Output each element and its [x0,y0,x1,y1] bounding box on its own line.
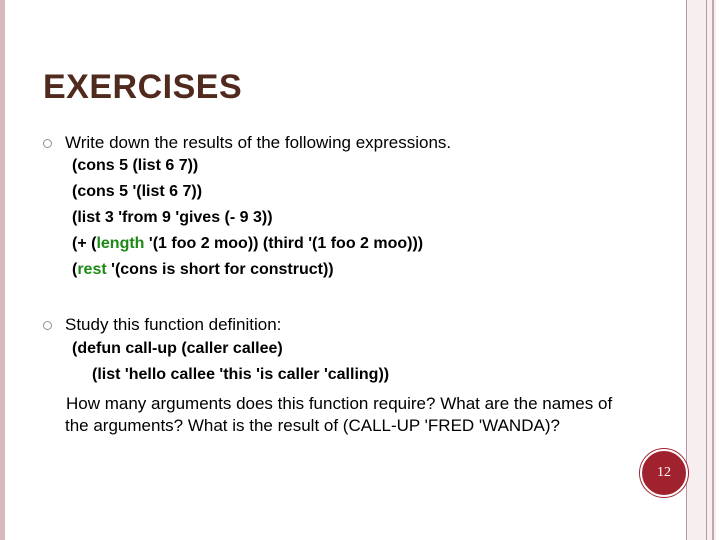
bullet2-text: Study this function definition: [65,315,282,334]
expression-line: (list 3 'from 9 'gives (- 9 3)) [72,209,273,226]
expression-text: '(1 foo 2 moo)) (third '(1 foo 2 moo))) [144,235,424,252]
right-border-line [706,0,707,540]
right-border-line [686,0,687,540]
expression-line: (cons 5 '(list 6 7)) [72,183,203,200]
expression-line [72,259,334,281]
question-line: How many arguments does this function require? What are the names of [66,394,613,413]
bullet-icon [43,139,52,148]
function-definition-line: (list 'hello callee 'this 'is caller 'calling)) [92,366,390,383]
keyword-rest: rest [77,261,107,278]
expression-line [72,233,423,255]
bullet1-text: Write down the results of the following expressions. [65,133,452,152]
page-number-badge: 12 [640,449,688,497]
expression-text: ( [72,261,78,278]
question-line: the arguments? What is the result of (CALL-UP 'FRED 'WANDA)? [65,416,560,435]
expression-line: (cons 5 (list 6 7)) [72,157,199,174]
right-border-line [712,0,714,540]
keyword-length: length [96,235,145,252]
slide-title: EXERCISES [43,68,243,106]
expression-text: '(cons is short for construct)) [106,261,334,278]
bullet-icon [43,321,52,330]
left-border [0,0,5,540]
function-definition-line: (defun call-up (caller callee) [72,340,283,357]
expression-text: (+ ( [72,235,97,252]
